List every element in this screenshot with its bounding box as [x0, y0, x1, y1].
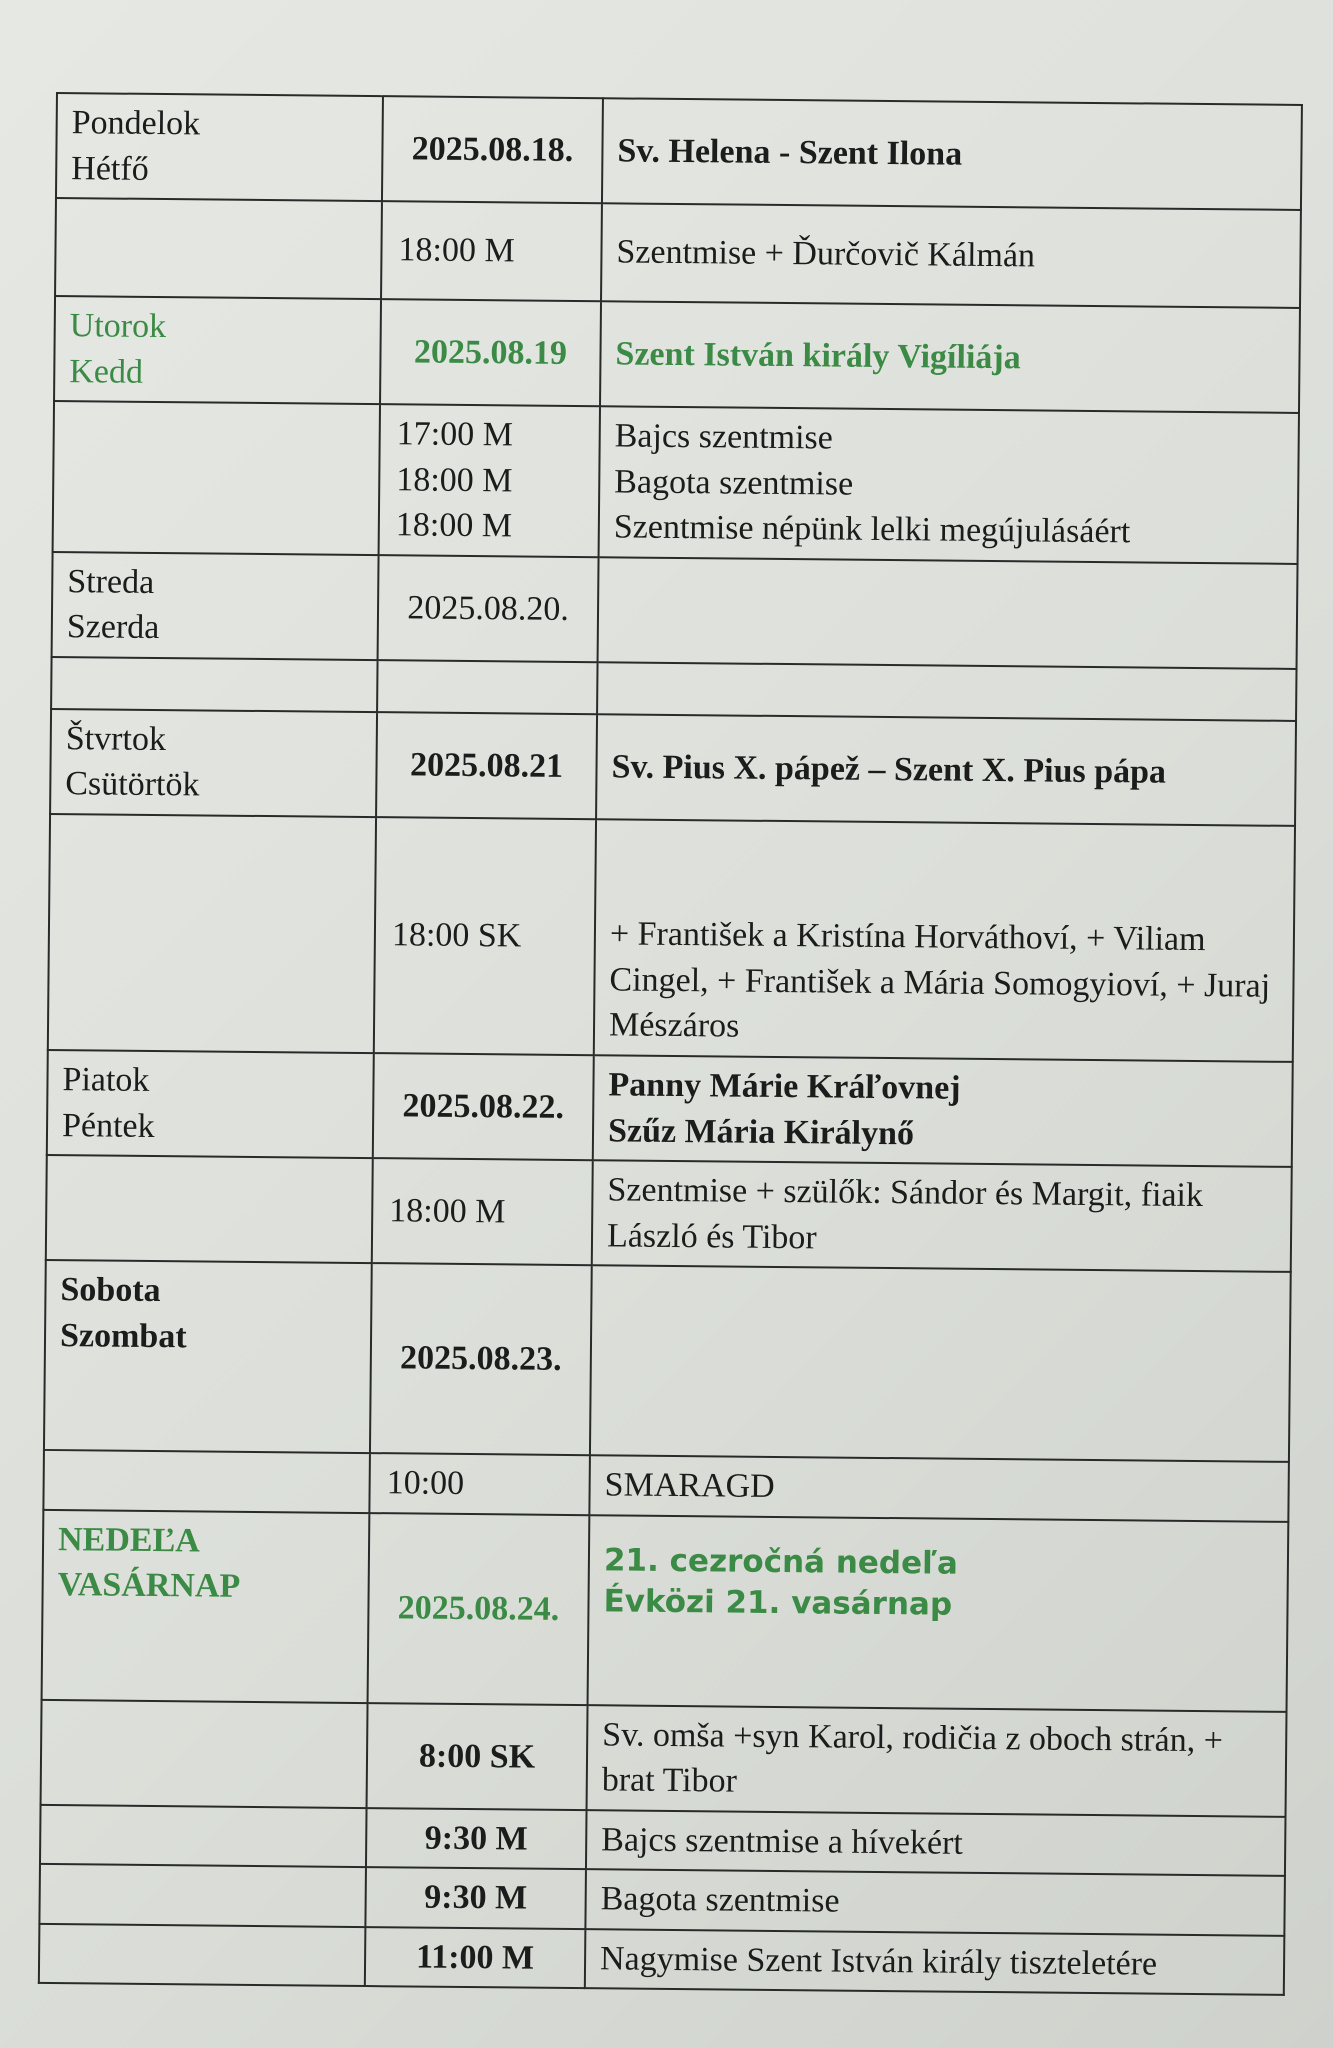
mass-schedule-table — [38, 92, 1303, 1996]
date-cell: 2025.08.20. — [378, 555, 599, 662]
mass-row — [55, 198, 1301, 308]
day-name-cell — [54, 296, 381, 404]
feast-title-hu: Szűz Mária Királynő — [607, 1111, 915, 1152]
feast-title-hu: Évközi 21. vasárnap — [603, 1583, 953, 1623]
mass-intentions-cell — [599, 406, 1299, 563]
mass-time: 18:00 M — [381, 201, 602, 301]
empty-cell — [43, 1450, 370, 1513]
day-name-sk: Sobota — [60, 1271, 161, 1310]
day-name-cell — [44, 1260, 372, 1453]
mass-time: 18:00 M — [372, 1158, 593, 1265]
day-header-row — [54, 296, 1300, 413]
date-cell: 2025.08.22. — [373, 1053, 594, 1160]
day-name-sk: Pondelok — [71, 104, 201, 143]
empty-cell — [46, 1155, 373, 1263]
empty-cell — [40, 1805, 367, 1868]
feast-cell — [596, 714, 1296, 826]
day-name-hu: Csütörtök — [65, 765, 200, 804]
mass-intention: Bajcs szentmise — [614, 417, 834, 457]
day-name-cell — [52, 552, 379, 660]
mass-time: 10:00 — [369, 1453, 590, 1515]
day-name-sk: Štvrtok — [65, 720, 167, 759]
mass-intention: Szentmise + szülők: Sándor és Margit, fiaik László és Tibor — [592, 1160, 1292, 1272]
day-header-row — [47, 1050, 1293, 1167]
feast-title: Sv. Helena - Szent Ilona — [617, 132, 963, 173]
mass-intention: Bagota szentmise — [614, 463, 854, 503]
feast-cell — [590, 1265, 1291, 1462]
day-name-hu: VASÁRNAP — [57, 1566, 241, 1606]
feast-cell — [598, 557, 1298, 669]
date-cell: 2025.08.21 — [376, 712, 597, 819]
mass-times-cell — [379, 404, 600, 557]
mass-intention: Szentmise + Ďurčovič Kálmán — [601, 203, 1301, 308]
feast-title: Szent István király Vigíliája — [615, 335, 1021, 377]
empty-cell — [48, 814, 376, 1053]
mass-row — [39, 1924, 1285, 1995]
day-name-hu: Kedd — [69, 352, 144, 391]
date-cell: 2025.08.24. — [368, 1513, 590, 1705]
mass-intention: Nagymise Szent István király tiszteletére — [585, 1929, 1285, 1995]
empty-cell — [41, 1700, 368, 1808]
mass-time: 18:00 M — [396, 461, 513, 500]
day-name-cell — [47, 1050, 374, 1158]
day-name-hu: Péntek — [61, 1106, 155, 1145]
day-name-hu: Hétfő — [71, 149, 149, 188]
day-header-row — [52, 552, 1298, 669]
mass-intention: Szentmise népünk lelki megújulásáért — [613, 508, 1131, 551]
day-name-sk: NEDEĽA — [57, 1520, 200, 1560]
empty-cell — [51, 657, 377, 712]
feast-cell — [593, 1055, 1293, 1167]
mass-time: 11:00 M — [365, 1927, 586, 1989]
mass-intention: + František a Kristína Horváthoví, + Viliam Cingel, + František a Mária Somogyioví, + Juraj Mészáros — [594, 819, 1295, 1062]
day-header-row — [44, 1260, 1291, 1462]
mass-time: 18:00 M — [395, 506, 513, 545]
day-name-cell — [50, 709, 377, 817]
empty-cell — [597, 662, 1296, 721]
day-header-row — [50, 709, 1296, 826]
day-name-sk: Streda — [67, 562, 155, 601]
empty-cell — [39, 1924, 366, 1987]
day-name-sk: Piatok — [62, 1061, 150, 1099]
schedule-sheet — [38, 92, 1301, 1996]
feast-title-sk: Panny Márie Kráľovnej — [608, 1066, 961, 1107]
empty-cell — [377, 660, 597, 714]
mass-time: 8:00 SK — [367, 1703, 588, 1810]
day-header-row — [56, 93, 1302, 210]
mass-time: 9:30 M — [365, 1867, 586, 1929]
day-name-hu: Szerda — [66, 608, 160, 647]
date-cell: 2025.08.18. — [382, 96, 603, 203]
mass-time: 17:00 M — [396, 415, 514, 454]
date-cell: 2025.08.23. — [370, 1263, 592, 1455]
feast-title-sk: 21. cezročná nedeľa — [603, 1542, 959, 1582]
mass-intention: Bagota szentmise — [585, 1870, 1285, 1936]
empty-cell — [55, 198, 382, 299]
mass-time: 9:30 M — [366, 1808, 587, 1870]
feast-title: Sv. Pius X. pápež – Szent X. Pius pápa — [611, 748, 1167, 791]
mass-time: 18:00 SK — [374, 817, 596, 1055]
mass-row — [53, 401, 1299, 564]
mass-intention: SMARAGD — [589, 1455, 1289, 1521]
mass-row — [41, 1700, 1287, 1817]
feast-cell — [588, 1515, 1289, 1712]
day-name-cell — [56, 93, 383, 201]
empty-cell — [39, 1864, 366, 1927]
mass-intention: Bajcs szentmise a hívekért — [586, 1810, 1286, 1876]
day-name-sk: Utorok — [69, 307, 167, 346]
mass-intention: Sv. omša +syn Karol, rodičia z oboch strán, + brat Tibor — [587, 1705, 1287, 1817]
day-header-row — [42, 1510, 1289, 1712]
day-name-cell — [42, 1510, 370, 1703]
feast-cell — [600, 301, 1300, 413]
mass-row — [48, 814, 1295, 1062]
mass-row — [46, 1155, 1292, 1272]
date-cell: 2025.08.19 — [380, 299, 601, 406]
day-name-hu: Szombat — [59, 1316, 187, 1356]
feast-cell — [602, 98, 1302, 210]
empty-cell — [53, 401, 380, 555]
